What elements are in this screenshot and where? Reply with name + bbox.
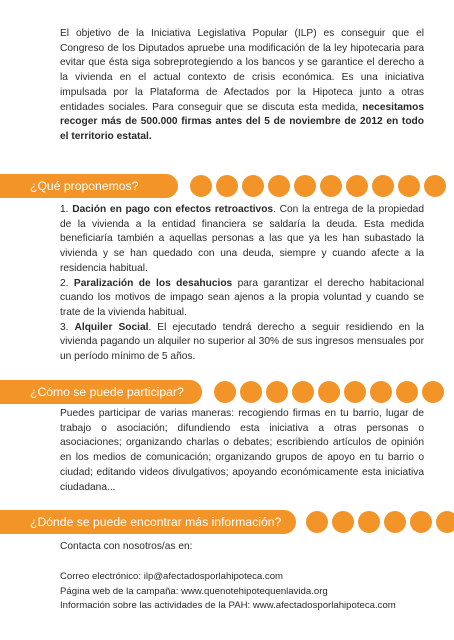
dot xyxy=(242,175,264,197)
list-item xyxy=(60,203,424,277)
dot xyxy=(396,381,418,403)
dot xyxy=(266,381,288,403)
dot xyxy=(422,381,444,403)
dot xyxy=(372,175,394,197)
dot xyxy=(292,381,314,403)
section-title-proposals: ¿Qué proponemos? xyxy=(0,174,178,198)
dot xyxy=(214,381,236,403)
decorative-dots xyxy=(306,510,454,534)
dot xyxy=(318,381,340,403)
section-header-participate xyxy=(0,380,454,404)
dot xyxy=(268,175,290,197)
item-title: Dación en pago con efectos retroactivos xyxy=(72,204,274,215)
contact-intro: Contacta con nosotros/as en: xyxy=(60,541,193,552)
dot xyxy=(384,511,406,533)
section-header-info xyxy=(0,510,454,534)
dot xyxy=(306,511,328,533)
list-item xyxy=(60,321,424,365)
contact-links xyxy=(60,570,440,614)
intro-bold-text: necesitamos recoger más de 500.000 firmas antes del 5 de noviembre de 2012 en todo el territorio estatal. xyxy=(60,101,424,142)
dot xyxy=(436,511,454,533)
section-title-participate: ¿Cómo se puede participar? xyxy=(0,380,202,404)
dot xyxy=(346,175,368,197)
dot xyxy=(344,381,366,403)
dot xyxy=(240,381,262,403)
dot xyxy=(370,381,392,403)
decorative-dots xyxy=(190,174,446,198)
dot xyxy=(216,175,238,197)
dot xyxy=(358,511,380,533)
intro-text: El objetivo de la Iniciativa Legislativa Popular (ILP) es conseguir que el Congreso de los Diputados apruebe una modificación de la ley hipotecaria para evitar que ésta siga sobreprotegiendo a los bancos y se garantice el derecho a la vivienda en el actual contexto de crisis económica. Es una iniciativa impulsada por la Plataforma de Afectados por la Hipoteca junto a otras entidades sociales. Para conseguir que se discuta esta medida, xyxy=(60,28,424,113)
participate-paragraph: Puedes participar de varias maneras: recogiendo firmas en tu barrio, lugar de trabajo o asociación; difundiendo esta iniciativa a otras personas o asociaciones; organizando charlas o debates; escribiendo artículos de opinión en los medios de comunicación; organizando grupos de apoyo en tu barrio o ciudad; editando videos divulgativos; apoyando económicamente esta iniciativa ciudadana... xyxy=(60,408,424,493)
item-text: . Con la entrega de la propiedad de la vivienda a la entidad financiera se saldaría la deuda. Esta medida beneficiaría también a aquellas personas a las que ya les han subastado la vivienda y se han quedado con una deuda, siempre y cuando afecte a la residencia habitual. xyxy=(60,204,424,274)
dot xyxy=(332,511,354,533)
dot xyxy=(294,175,316,197)
item-text: para garantizar el derecho habitacional cuando los motivos de impago sean ajenos a la propia voluntad y cuando se trate de la vivienda habitual. xyxy=(60,277,424,318)
item-number: 2. xyxy=(60,277,69,289)
contact-campaign-website[interactable]: Página web de la campaña: www.quenotehipotequenlavida.org xyxy=(60,585,328,597)
contact-email[interactable]: Correo electrónico: ilp@afectadosporlahipoteca.com xyxy=(60,571,284,582)
item-number: 3. xyxy=(60,321,69,333)
item-title: Paralización de los desahucios xyxy=(73,277,233,289)
item-number: 1. xyxy=(60,204,69,215)
proposals-list xyxy=(60,203,424,365)
section-title-info: ¿Dónde se puede encontrar más información? xyxy=(0,510,296,534)
dot xyxy=(410,511,432,533)
item-title: Alquiler Social xyxy=(74,321,149,333)
decorative-dots xyxy=(214,380,444,404)
section-header-proposals xyxy=(0,174,454,198)
dot xyxy=(190,175,212,197)
item-text: . El ejecutado tendrá derecho a seguir residiendo en la vivienda pagando un alquiler no superior al 30% de sus ingresos mensuales por un período mínimo de 5 años. xyxy=(60,321,424,363)
list-item xyxy=(60,277,424,321)
contact-pah-website[interactable]: Información sobre las actividades de la PAH: www.afectadosporlahipoteca.com xyxy=(60,600,396,611)
dot xyxy=(398,175,420,197)
dot xyxy=(424,175,446,197)
intro-paragraph xyxy=(60,27,424,145)
dot xyxy=(320,175,342,197)
